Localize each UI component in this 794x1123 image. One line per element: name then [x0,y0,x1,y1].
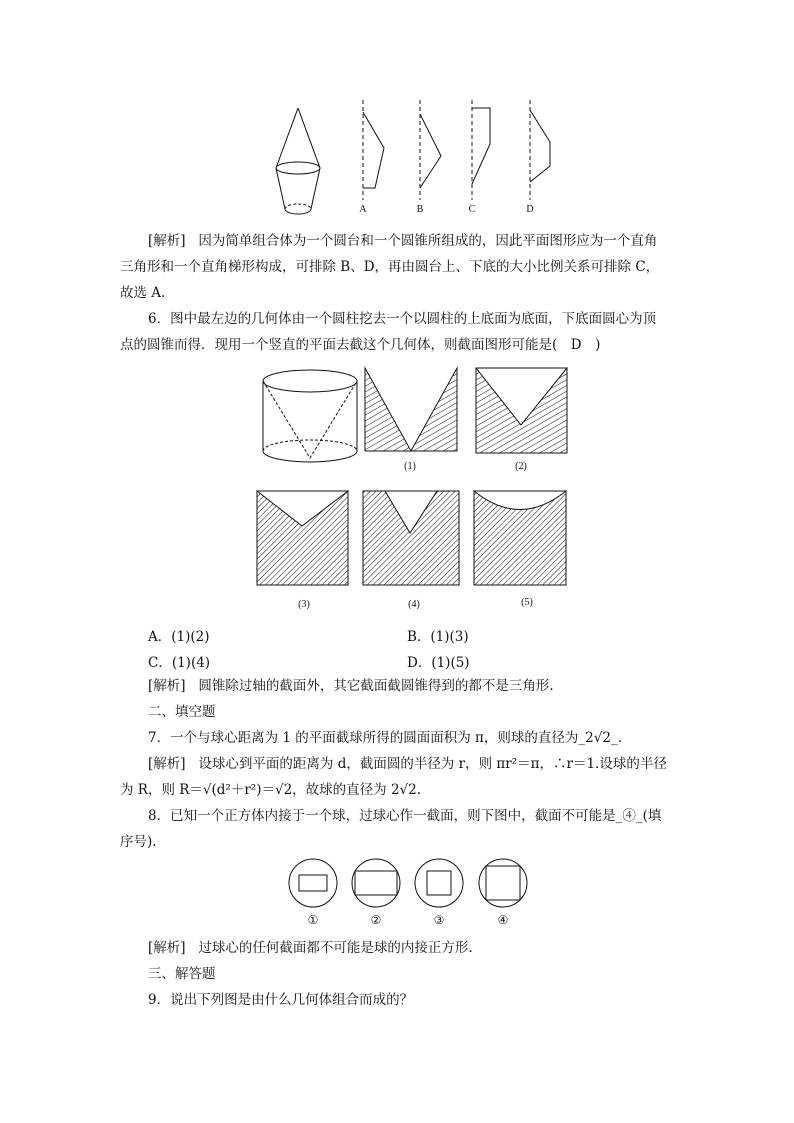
cylinder-minus-cone-solid [263,370,357,462]
q8-label-2: ② [370,913,382,927]
q5-figure [260,100,560,220]
q5-label-d: D [526,204,534,215]
q5-analysis-line3: 故选 A. [120,285,166,301]
q6-label-2: (2) [515,461,527,472]
q6-option-a: A．(1)(2) [148,629,210,645]
section-1-shape [365,368,457,451]
q7-analysis-line2: 为 R，则 R＝√(d²＋r²)＝√2，故球的直径为 2√2. [120,782,422,798]
section-3-shape [257,491,348,585]
analysis-text: 过球心的任何截面都不可能是球的内接正方形. [198,940,473,956]
q5-label-c: C [468,204,476,215]
analysis-tag: [解析] [148,940,186,956]
analysis-tag: [解析] [148,678,186,694]
q6-option-d: D．(1)(5) [407,655,470,671]
cone-frustum-solid [276,108,320,214]
q6-option-c: C．(1)(4) [148,655,211,671]
analysis-tag: [解析] [148,233,186,249]
analysis-text: 因为简单组合体为一个圆台和一个圆锥所组成的，因此平面图形应为一个直角 [198,233,658,249]
q6-analysis [148,677,554,695]
q5-label-a: A [359,204,367,215]
q9-question: 9．说出下列图是由什么几何体组合而成的？ [148,992,414,1008]
q8-analysis [148,939,473,957]
q6-question-line1: 6．图中最左边的几何体由一个圆柱挖去一个以圆柱的上底面为底面，下底面圆心为顶 [148,311,657,327]
q8-label-1: ① [307,913,319,927]
analysis-text: 圆锥除过轴的截面外，其它截面截圆锥得到的都不是三角形. [198,678,554,694]
q6-label-1: (1) [404,461,416,472]
q6-label-4: (4) [408,599,420,610]
section-2-shape [476,368,567,453]
analysis-tag: [解析] [148,756,186,772]
circle-option-1 [289,859,337,907]
section-4-shape [363,491,459,585]
option-b-shape [420,100,441,200]
q5-analysis-line1 [148,232,657,250]
q8-label-3: ③ [433,913,445,927]
section-heading-answer: 三、解答题 [148,966,216,982]
circle-option-3 [415,859,463,907]
q8-question-line1: 8．已知一个正方体内接于一个球，过球心作一截面，则下图中，截面不可能是_④_(填 [148,808,662,824]
circle-option-4 [479,859,527,907]
q8-figure [288,856,532,912]
q6-question-line2: 点的圆锥而得．现用一个竖直的平面去截这个几何体，则截面图形可能是( D ) [120,337,601,353]
q6-label-5: (5) [521,597,533,608]
q6-option-b: B．(1)(3) [407,629,469,645]
q7-question: 7．一个与球心距离为 1 的平面截球所得的圆面面积为 π，则球的直径为_2√2_. [148,730,622,746]
q6-figure [255,363,585,623]
section-5-shape [474,491,566,585]
option-c-shape [472,100,490,200]
section-heading-fill-in: 二、填空题 [148,704,216,720]
q6-label-3: (3) [298,599,310,610]
analysis-text: 设球心到平面的距离为 d，截面圆的半径为 r，则 πr²＝π，∴r＝1.设球的半径 [198,756,667,772]
option-a-shape [363,100,384,200]
circle-option-2 [352,859,400,907]
q5-label-b: B [416,204,424,215]
q8-question-line2: 序号). [120,834,157,850]
q7-analysis-line1 [148,755,667,773]
q8-label-4: ④ [497,913,509,927]
option-d-shape [530,100,550,200]
q5-analysis-line2: 三角形和一个直角梯形构成，可排除 B、D，再由圆台上、下底的大小比例关系可排除 C， [120,259,660,275]
